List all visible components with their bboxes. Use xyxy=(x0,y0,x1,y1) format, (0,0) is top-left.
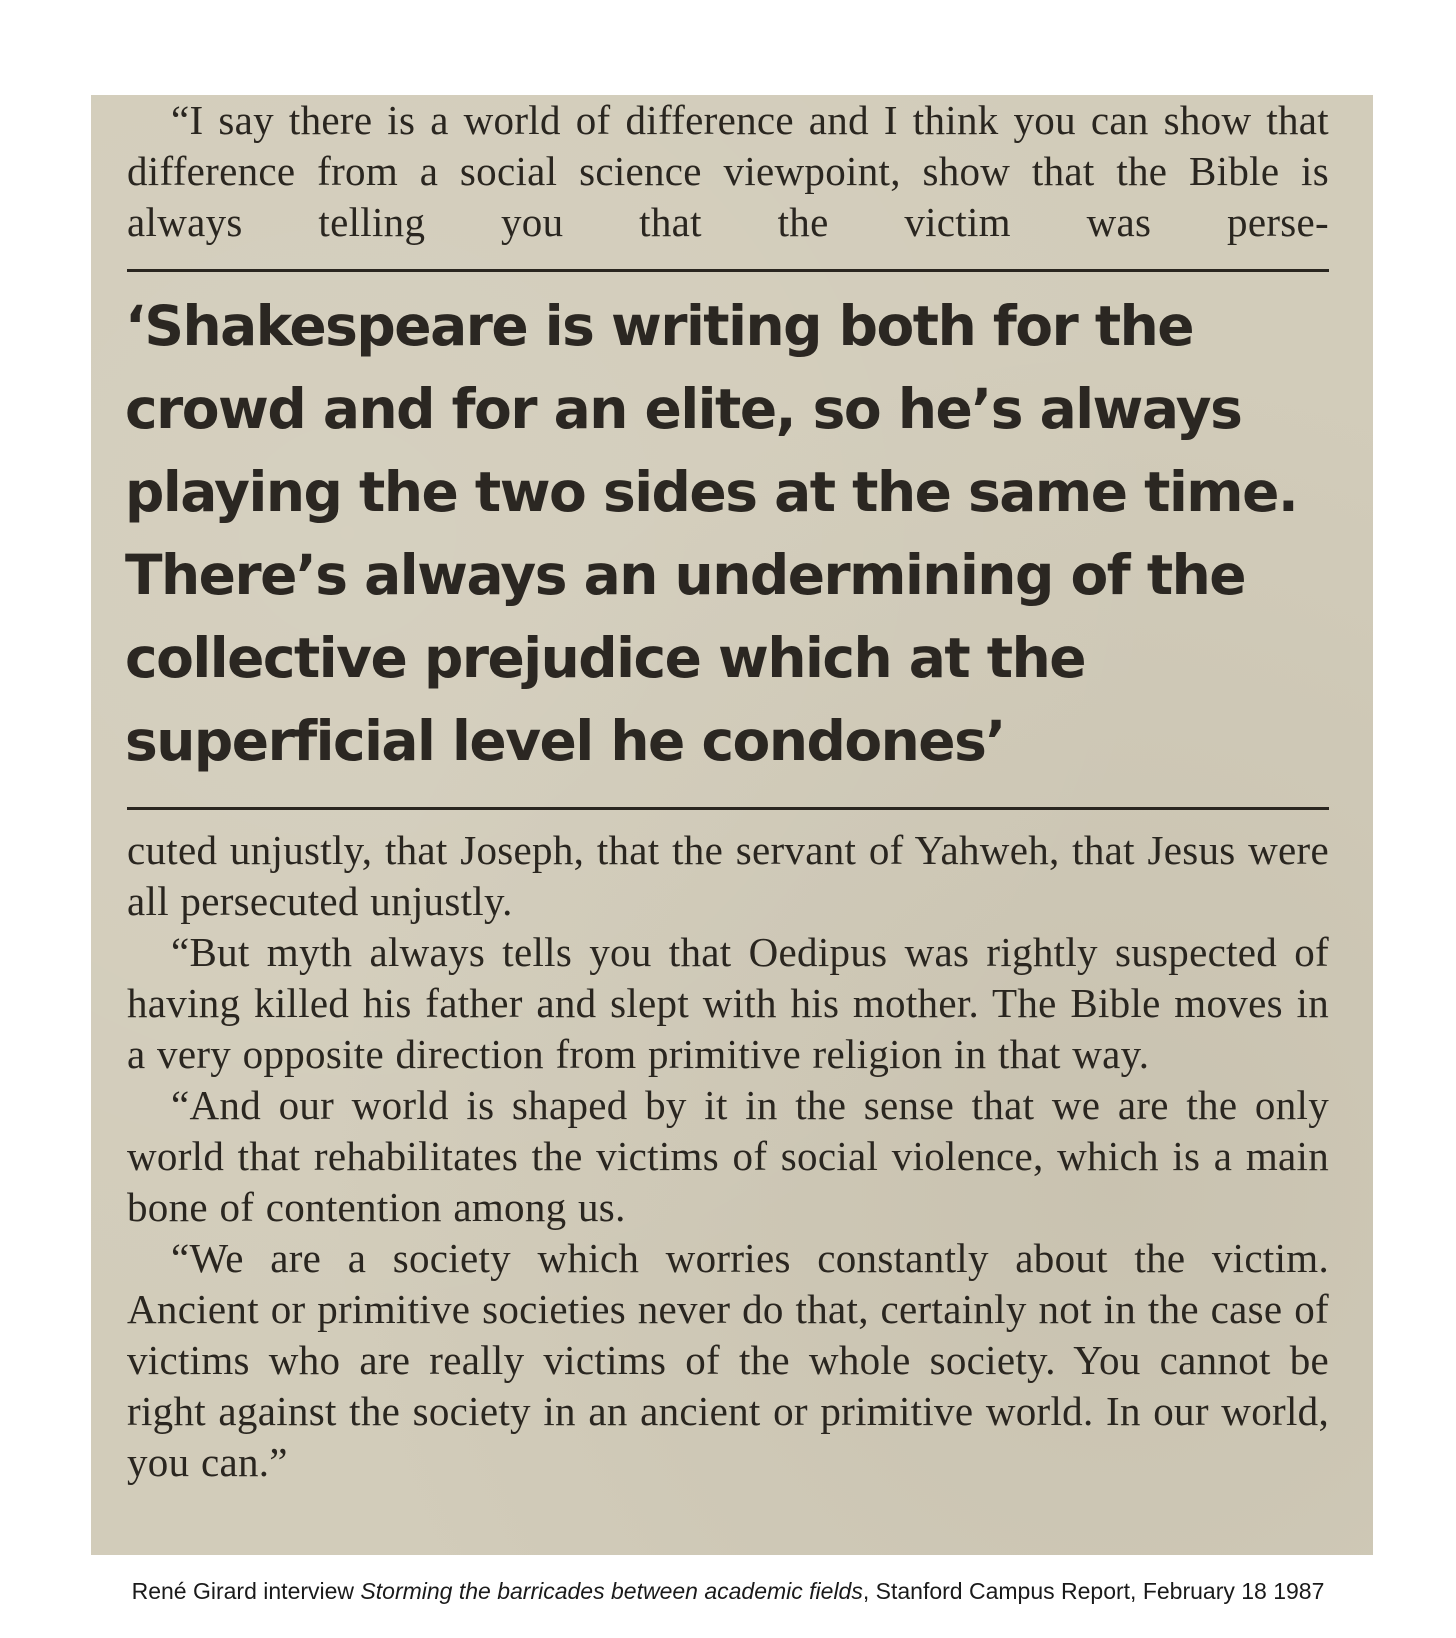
opening-paragraph: “I say there is a world of difference and I think you can show that difference from a social science viewpoint, show that the Bible is always telling you that the victim was perse- xyxy=(127,97,1329,245)
body-paragraph-myth: “But myth always tells you that Oedipus was rightly suspected of having killed his father and slept with his mother. The Bible moves in a very opposite direction from primitive religion in that way. xyxy=(127,929,1329,1077)
body-paragraph-world: “And our world is shaped by it in the sense that we are the only world that rehabilitates the victims of social violence, which is a main bone of contention among us. xyxy=(127,1082,1329,1230)
pull-quote-bottom-rule xyxy=(127,807,1329,810)
pull-quote: ‘Shakespeare is writing both for the crowd and for an elite, so he’s always playing the two sides at the same time. There’s always an undermining of the collective prejudice which at the superficial level he condones’ xyxy=(125,294,1298,773)
pull-quote-top-rule xyxy=(127,269,1329,272)
article-body xyxy=(91,825,1373,1488)
body-paragraph-continuation: cuted unjustly, that Joseph, that the servant of Yahweh, that Jesus were all persecuted unjustly. xyxy=(127,827,1329,924)
caption-source: , Stanford Campus Report, February 18 1987 xyxy=(862,1578,1325,1604)
caption-prefix: René Girard interview xyxy=(131,1578,361,1604)
image-caption xyxy=(0,1578,1456,1605)
newspaper-clipping xyxy=(91,95,1373,1555)
caption-article-title: Storming the barricades between academic fields xyxy=(360,1578,863,1604)
body-paragraph-society: “We are a society which worries constantly about the victim. Ancient or primitive societies never do that, certainly not in the case of victims who are really victims of the whole society. You cannot be right against the society in an ancient or primitive world. In our world, you can.” xyxy=(127,1235,1329,1485)
